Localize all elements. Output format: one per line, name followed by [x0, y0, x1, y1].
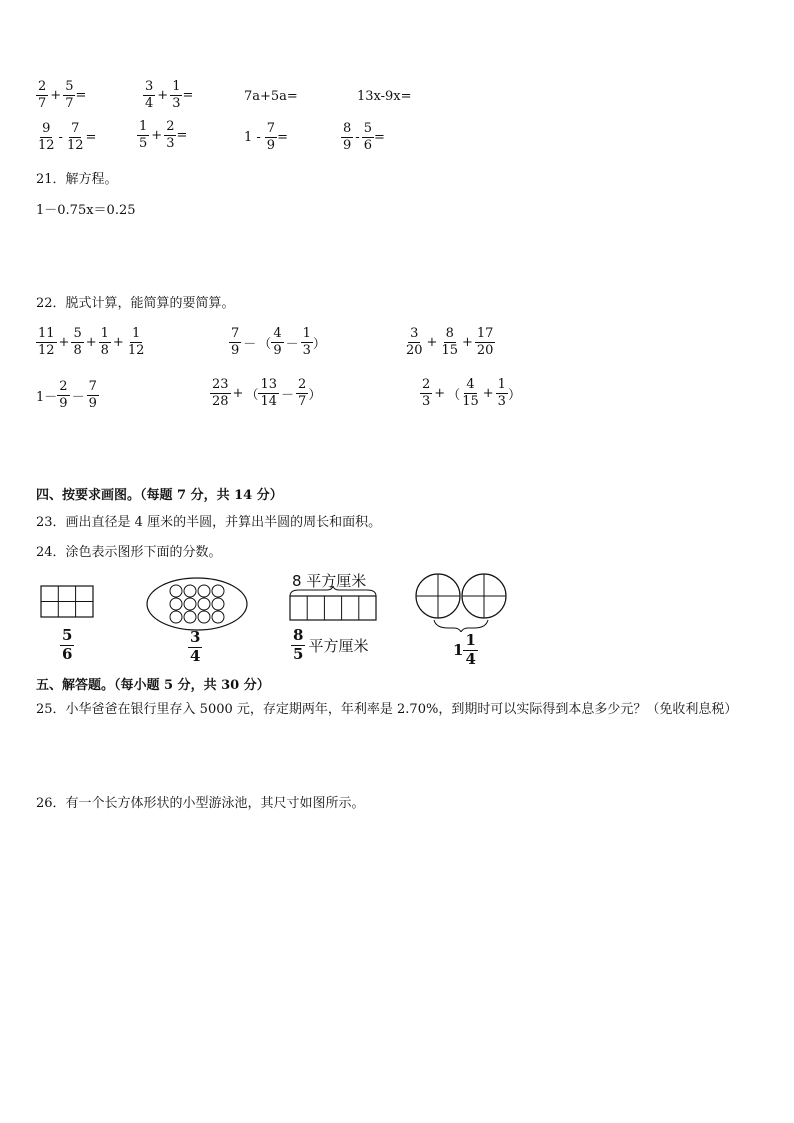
q25-text: 25．小华爸爸在银行里存入 5000 元，存定期两年，年利率是 2.70%，到期时可以实际得到本息多少元？（免收利息税） — [36, 702, 738, 717]
section-4-title: 四、按要求画图。（每题 7 分，共 14 分） — [36, 488, 283, 503]
q21-title: 21．解方程。 — [36, 172, 118, 187]
fraction-5-6: $\frac{5}{6}$ — [62, 626, 73, 663]
fraction-3-4: $\frac{3}{4}$ — [190, 628, 201, 665]
q22-expr-4: 1－ $\frac{2}{9}$ － $\frac{7}{9}$ — [36, 379, 97, 411]
q22-expr-1: $\frac{11}{12}$ + $\frac{5}{8}$ + $\frac{1}{8}$ + $\frac{1}{12}$ — [38, 326, 145, 358]
expr-r1-2: $\frac{3}{4}$ + $\frac{1}{3}$ = — [145, 79, 194, 111]
expr-r2-3: 1 - $\frac{7}{9}$ = — [244, 121, 288, 153]
q22-expr-6: $\frac{2}{3}$ + （ $\frac{4}{15}$ + $\frac{1}{3}$ ） — [422, 377, 521, 409]
expr-r1-3: 7a+5a= — [244, 89, 298, 104]
expr-r2-2: $\frac{1}{5}$ + $\frac{2}{3}$ = — [139, 119, 188, 151]
grid-rectangle-figure — [40, 585, 96, 619]
expr-r1-1: $\frac{2}{7}$ + $\frac{5}{7}$ = — [38, 79, 87, 111]
expr-r2-4: $\frac{8}{9}$ - $\frac{5}{6}$ = — [343, 121, 385, 153]
q26-text: 26．有一个长方体形状的小型游泳池，其尺寸如图所示。 — [36, 796, 365, 811]
brace-rectangle-figure — [287, 586, 379, 622]
section-5-title: 五、解答题。（每小题 5 分，共 30 分） — [36, 678, 270, 693]
q21-equation: 1－0.75x＝0.25 — [36, 203, 136, 218]
q24-title: 24．涂色表示图形下面的分数。 — [36, 545, 222, 560]
expr-r2-1: $\frac{9}{12}$ - $\frac{7}{12}$ = — [38, 121, 97, 153]
q22-expr-3: $\frac{3}{20}$ + $\frac{8}{15}$ + $\frac{17}{20}$ — [406, 326, 494, 358]
oval-with-circles-figure — [145, 576, 251, 632]
q23-text: 23．画出直径是 4 厘米的半圆，并算出半圆的周长和面积。 — [36, 515, 382, 530]
q22-title: 22．脱式计算，能简算的要简算。 — [36, 296, 235, 311]
area-label-top: 8 平方厘米 — [292, 572, 367, 590]
expr-r1-4: 13x-9x= — [357, 89, 412, 104]
q22-expr-2: $\frac{7}{9}$ － （ $\frac{4}{9}$ － $\frac{1}{3}$ ） — [231, 326, 326, 358]
mixed-fraction-1-1-4: 1 $\frac{1}{4}$ — [453, 631, 476, 668]
area-fraction-label: $\frac{8}{5}$ 平方厘米 — [293, 626, 369, 663]
q22-expr-5: $\frac{23}{28}$ + （ $\frac{13}{14}$ － $\frac{2}{7}$ ） — [212, 377, 322, 409]
two-circles-figure — [414, 572, 510, 632]
